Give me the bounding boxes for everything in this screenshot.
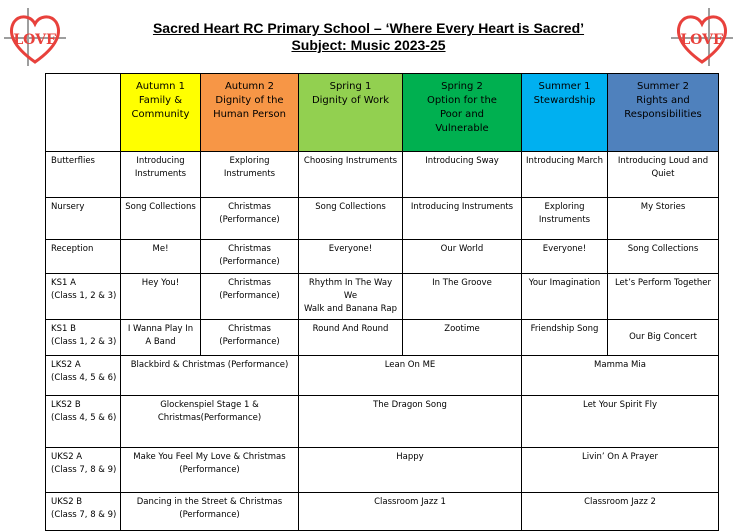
unit-line: (Performance) xyxy=(219,291,280,301)
unit-line: Walk and Banana Rap xyxy=(303,304,397,314)
unit-line: Let Your Spirit Fly xyxy=(582,400,658,410)
year-group-line: Butterflies xyxy=(51,156,95,166)
table-row xyxy=(46,396,719,448)
unit-cell xyxy=(608,274,719,320)
table-row xyxy=(46,356,719,396)
unit-line: Christmas xyxy=(228,244,271,254)
unit-line: Classroom Jazz 2 xyxy=(584,497,656,507)
unit-line: Song Collections xyxy=(627,244,699,254)
term-header-line: Autumn 1 xyxy=(135,81,186,92)
term-header-5 xyxy=(522,74,608,152)
term-header-line: Poor and xyxy=(439,109,484,120)
unit-line: Introducing Sway xyxy=(425,156,499,166)
unit-cell xyxy=(201,274,299,320)
year-group-line: Nursery xyxy=(51,202,85,212)
term-header-line: Dignity of Work xyxy=(311,95,390,106)
unit-cell xyxy=(522,198,608,240)
unit-line: In The Groove xyxy=(432,278,492,288)
music-curriculum-table xyxy=(45,73,719,531)
term-header-line: Dignity of the xyxy=(215,95,284,106)
unit-cell xyxy=(522,240,608,274)
unit-line: Everyone! xyxy=(542,244,587,254)
unit-line: Let’s Perform Together xyxy=(614,278,712,288)
unit-cell xyxy=(608,240,719,274)
unit-line: Lean On ME xyxy=(384,360,436,370)
unit-cell xyxy=(121,240,201,274)
unit-line: Instruments xyxy=(134,169,187,179)
unit-line: Introducing xyxy=(136,156,185,166)
svg-text:LOVE: LOVE xyxy=(680,32,724,48)
unit-line: (Performance) xyxy=(219,337,280,347)
term-header-line: Stewardship xyxy=(533,95,596,106)
unit-cell xyxy=(299,274,403,320)
term-header-1 xyxy=(121,74,201,152)
unit-cell xyxy=(299,152,403,198)
year-group-line: KS1 B xyxy=(51,324,76,334)
unit-line: (Performance) xyxy=(219,215,280,225)
unit-cell xyxy=(121,152,201,198)
unit-cell xyxy=(201,320,299,356)
unit-cell xyxy=(121,198,201,240)
unit-line: Christmas xyxy=(228,202,271,212)
year-group-cell xyxy=(46,396,121,448)
unit-line: My Stories xyxy=(640,202,686,212)
unit-cell xyxy=(403,152,522,198)
unit-cell xyxy=(299,493,522,531)
unit-cell xyxy=(121,356,299,396)
unit-cell xyxy=(522,152,608,198)
unit-line: Exploring Instruments xyxy=(223,156,276,179)
term-header-line: Spring 1 xyxy=(329,81,372,92)
unit-cell xyxy=(299,396,522,448)
year-group-cell xyxy=(46,274,121,320)
unit-line: The Dragon Song xyxy=(373,400,447,410)
unit-cell xyxy=(121,448,299,493)
unit-line: Our Big Concert xyxy=(629,332,697,342)
unit-cell xyxy=(522,274,608,320)
unit-cell xyxy=(121,396,299,448)
unit-line: Glockenspiel Stage 1 & xyxy=(160,400,259,410)
year-group-line: UKS2 B xyxy=(51,497,83,507)
unit-line: Blackbird & Christmas (Performance) xyxy=(130,360,289,370)
term-header-line: Human Person xyxy=(213,109,286,120)
term-header-line: Family & xyxy=(138,95,183,106)
unit-line: Choosing Instruments xyxy=(303,156,398,166)
unit-line: Zootime xyxy=(444,324,480,334)
year-group-cell xyxy=(46,493,121,531)
unit-line: Round And Round xyxy=(312,324,389,334)
unit-line: Song Collections xyxy=(125,202,196,212)
unit-cell xyxy=(608,152,719,198)
year-group-cell xyxy=(46,240,121,274)
unit-cell xyxy=(403,198,522,240)
unit-cell xyxy=(403,240,522,274)
year-group-line: KS1 A xyxy=(51,278,76,288)
page-subtitle: Subject: Music 2023-25 xyxy=(291,37,446,53)
term-header-line: Responsibilities xyxy=(624,109,702,120)
unit-line: Christmas(Performance) xyxy=(157,413,262,423)
unit-cell xyxy=(201,198,299,240)
unit-cell xyxy=(403,320,522,356)
term-header-6 xyxy=(608,74,719,152)
unit-line: (Performance) xyxy=(219,257,280,267)
unit-line: Me! xyxy=(152,244,169,254)
unit-cell xyxy=(299,320,403,356)
year-group-line: (Class 4, 5 & 6) xyxy=(51,413,117,423)
unit-cell xyxy=(299,240,403,274)
table-row xyxy=(46,448,719,493)
unit-cell xyxy=(403,274,522,320)
year-group-line: LKS2 A xyxy=(51,360,81,370)
unit-line: Rhythm In The Way We xyxy=(308,278,393,301)
unit-cell xyxy=(522,493,719,531)
term-header-line: Option for the xyxy=(427,95,497,106)
unit-cell xyxy=(608,320,719,356)
unit-line: Instruments xyxy=(538,215,591,225)
unit-cell xyxy=(522,396,719,448)
unit-line: Livin’ On A Prayer xyxy=(581,452,658,462)
year-group-cell xyxy=(46,198,121,240)
unit-line: Dancing in the Street & Christmas xyxy=(136,497,283,507)
term-header-2 xyxy=(201,74,299,152)
term-header-4 xyxy=(403,74,522,152)
unit-line: Classroom Jazz 1 xyxy=(374,497,446,507)
term-header-row xyxy=(46,74,719,152)
page-title: Sacred Heart RC Primary School – ‘Where Every Heart is Sacred’ xyxy=(152,20,585,36)
corner-cell xyxy=(46,74,121,152)
unit-cell xyxy=(201,152,299,198)
unit-line: Christmas xyxy=(228,278,271,288)
document-header xyxy=(0,20,737,54)
table-row xyxy=(46,152,719,198)
unit-cell xyxy=(201,240,299,274)
table-row xyxy=(46,240,719,274)
year-group-cell xyxy=(46,356,121,396)
unit-line: Mamma Mia xyxy=(594,360,646,370)
term-header-line: Summer 2 xyxy=(637,81,689,92)
unit-line: (Performance) xyxy=(179,510,240,520)
table-row xyxy=(46,274,719,320)
unit-line: Your Imagination xyxy=(528,278,601,288)
unit-line: Christmas xyxy=(228,324,271,334)
unit-line: Exploring xyxy=(544,202,585,212)
unit-cell xyxy=(299,356,522,396)
unit-line: Make You Feel My Love & Christmas xyxy=(133,452,286,462)
unit-line: Song Collections xyxy=(315,202,386,212)
unit-cell xyxy=(299,448,522,493)
unit-line: (Performance) xyxy=(179,465,240,475)
year-group-cell xyxy=(46,448,121,493)
unit-line: A Band xyxy=(145,337,176,347)
year-group-line: UKS2 A xyxy=(51,452,83,462)
unit-cell xyxy=(299,198,403,240)
term-header-line: Summer 1 xyxy=(538,81,591,92)
unit-line: Happy xyxy=(396,452,424,462)
year-group-line: (Class 7, 8 & 9) xyxy=(51,510,117,520)
year-group-line: (Class 1, 2 & 3) xyxy=(51,291,117,301)
unit-line: Introducing Instruments xyxy=(410,202,514,212)
year-group-line: LKS2 B xyxy=(51,400,81,410)
year-group-cell xyxy=(46,320,121,356)
unit-cell xyxy=(121,493,299,531)
year-group-line: (Class 7, 8 & 9) xyxy=(51,465,117,475)
unit-cell xyxy=(608,198,719,240)
term-header-line: Community xyxy=(131,109,190,120)
term-header-line: Rights and xyxy=(636,95,690,106)
year-group-line: (Class 4, 5 & 6) xyxy=(51,373,117,383)
unit-line: Hey You! xyxy=(141,278,180,288)
unit-line: Quiet xyxy=(651,169,675,179)
unit-cell xyxy=(522,320,608,356)
table-row xyxy=(46,198,719,240)
year-group-line: Reception xyxy=(51,244,94,254)
term-header-3 xyxy=(299,74,403,152)
unit-line: Our World xyxy=(440,244,484,254)
year-group-cell xyxy=(46,152,121,198)
year-group-line: (Class 1, 2 & 3) xyxy=(51,337,117,347)
svg-text:LOVE: LOVE xyxy=(13,32,57,48)
unit-line: Friendship Song xyxy=(530,324,599,334)
unit-cell xyxy=(522,448,719,493)
table-row xyxy=(46,493,719,531)
unit-line: Introducing Loud and xyxy=(617,156,709,166)
term-header-line: Spring 2 xyxy=(441,81,483,92)
term-header-line: Autumn 2 xyxy=(224,81,275,92)
unit-line: Everyone! xyxy=(328,244,373,254)
unit-cell xyxy=(522,356,719,396)
unit-cell xyxy=(121,320,201,356)
term-header-line: Vulnerable xyxy=(435,123,489,134)
unit-cell xyxy=(121,274,201,320)
unit-line: Introducing March xyxy=(526,156,603,166)
unit-line: I Wanna Play In xyxy=(127,324,194,334)
table-row xyxy=(46,320,719,356)
